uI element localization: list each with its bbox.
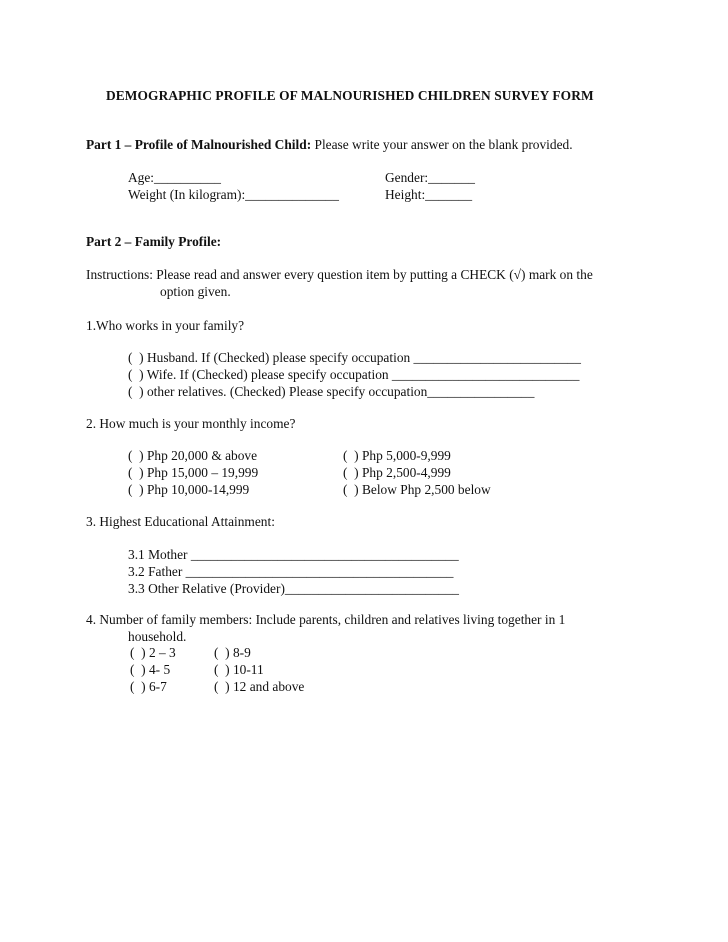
age-field[interactable]: Age:__________: [128, 170, 221, 185]
q3-mother-field[interactable]: 3.1 Mother ________________________________________: [128, 547, 459, 562]
q2-option-5000-9999[interactable]: ( ) Php 5,000-9,999: [343, 448, 451, 463]
q2-option-below-2500[interactable]: ( ) Below Php 2,500 below: [343, 482, 491, 497]
q2-option-15000-19999[interactable]: ( ) Php 15,000 – 19,999: [128, 465, 259, 480]
q4-option-12-above[interactable]: ( ) 12 and above: [214, 679, 305, 694]
question-4-line-2: household.: [128, 629, 187, 644]
q1-option-other-relatives[interactable]: ( ) other relatives. (Checked) Please specify occupation________________: [128, 384, 535, 399]
q4-option-8-9[interactable]: ( ) 8-9: [214, 645, 251, 660]
q1-option-husband[interactable]: ( ) Husband. If (Checked) please specify occupation _________________________: [128, 350, 581, 365]
part1-heading: Part 1 – Profile of Malnourished Child:: [86, 137, 312, 152]
gender-field[interactable]: Gender:_______: [385, 170, 475, 185]
height-field[interactable]: Height:_______: [385, 187, 473, 202]
instructions-line-1: Instructions: Please read and answer every question item by putting a CHECK (√) mark on the: [86, 267, 593, 282]
q3-other-relative-field[interactable]: 3.3 Other Relative (Provider)__________________________: [128, 581, 459, 596]
part1-header: [86, 137, 573, 153]
question-1: 1.Who works in your family?: [86, 318, 245, 333]
q2-option-20000-above[interactable]: ( ) Php 20,000 & above: [128, 448, 258, 463]
question-4-line-1: 4. Number of family members: Include parents, children and relatives living together in 1: [86, 612, 566, 627]
q4-option-10-11[interactable]: ( ) 10-11: [214, 662, 264, 677]
q1-option-wife[interactable]: ( ) Wife. If (Checked) please specify occupation ____________________________: [128, 367, 580, 382]
instructions-line-2: option given.: [160, 284, 231, 299]
question-2: 2. How much is your monthly income?: [86, 416, 296, 431]
form-title: DEMOGRAPHIC PROFILE OF MALNOURISHED CHILDREN SURVEY FORM: [106, 88, 594, 103]
part1-instruction: Please write your answer on the blank provided.: [311, 137, 573, 152]
q4-option-2-3[interactable]: ( ) 2 – 3: [130, 645, 176, 660]
q4-option-4-5[interactable]: ( ) 4- 5: [130, 662, 171, 677]
part2-heading: Part 2 – Family Profile:: [86, 234, 222, 249]
q2-option-10000-14999[interactable]: ( ) Php 10,000-14,999: [128, 482, 250, 497]
q3-father-field[interactable]: 3.2 Father ________________________________________: [128, 564, 454, 579]
weight-field[interactable]: Weight (In kilogram):______________: [128, 187, 339, 202]
question-3: 3. Highest Educational Attainment:: [86, 514, 275, 529]
q2-option-2500-4999[interactable]: ( ) Php 2,500-4,999: [343, 465, 451, 480]
q4-option-6-7[interactable]: ( ) 6-7: [130, 679, 167, 694]
